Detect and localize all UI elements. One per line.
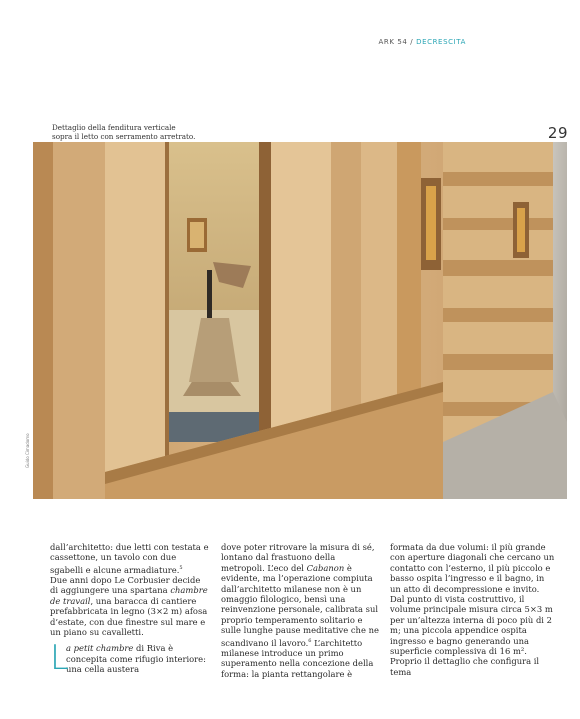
paragraph-5: formata da due volumi: il più grande con aperture diagonali che cercano un contatto con l’esterno, il più piccolo e basso ospita l’ingresso e il bagno, in un atto di decompressione e invito. Dal punto di vista costruttivo, il volume principale misura circa 5×3 m per un’altezza interna di poco più di 2 m; una piccola appendice ospita ingresso e bagno generando una superficie complessiva di 16 m². Proprio il dettaglio che configura il tema [390, 542, 555, 677]
paragraph-3: L a petit chambre di Riva è concepita come rifugio interiore: una cella austera [50, 638, 206, 679]
running-header [378, 38, 466, 46]
footnote-ref-6: 6 [308, 637, 312, 644]
section-label: DECRESCITA [416, 38, 466, 46]
caption-line-2: sopra il letto con serramento arretrato. [52, 132, 196, 141]
interior-photo-drawing [33, 142, 567, 499]
drop-cap: L [50, 638, 69, 679]
photo-caption [52, 123, 252, 141]
text-column-3 [390, 542, 555, 677]
issue-label: ARK 54 [378, 38, 408, 46]
photo-credit: Guido Cimadomo [25, 433, 30, 468]
text-column-1 [50, 542, 210, 679]
interior-photo [33, 142, 567, 499]
caption-line-1: Dettaglio della fenditura verticale [52, 123, 176, 132]
text-column-2 [221, 542, 381, 679]
paragraph-2: Due anni dopo Le Corbusier decide di aggiungere una spartana chambre de travail, una baracca di cantiere prefabbricata in legno (3×2 m) afosa d’estate, con due finestre sul mare e un piano su cavalletti. [50, 575, 208, 638]
page-number: 29 [547, 124, 568, 142]
header-separator: / [410, 38, 414, 46]
paragraph-4: dove poter ritrovare la misura di sé, lontano dal frastuono della metropoli. L’eco del Cabanon è evidente, ma l’operazione compiuta dall’architetto milanese non è un omaggio filologico, bensì una reinvenzione personale, calibrata sul proprio temperamento solitario e sulle lunghe pause meditative che ne scandivano il lavoro.$^6$ L’architetto milanese introduce un primo superamento nella concezione della forma: la pianta rettangolare è [221, 542, 379, 679]
paragraph-1: dall’architetto: due letti con testata e cassettone, un tavolo con due sgabelli e alcune armadiature.$^5$ [50, 542, 209, 575]
footnote-ref-5: 5 [179, 564, 183, 571]
